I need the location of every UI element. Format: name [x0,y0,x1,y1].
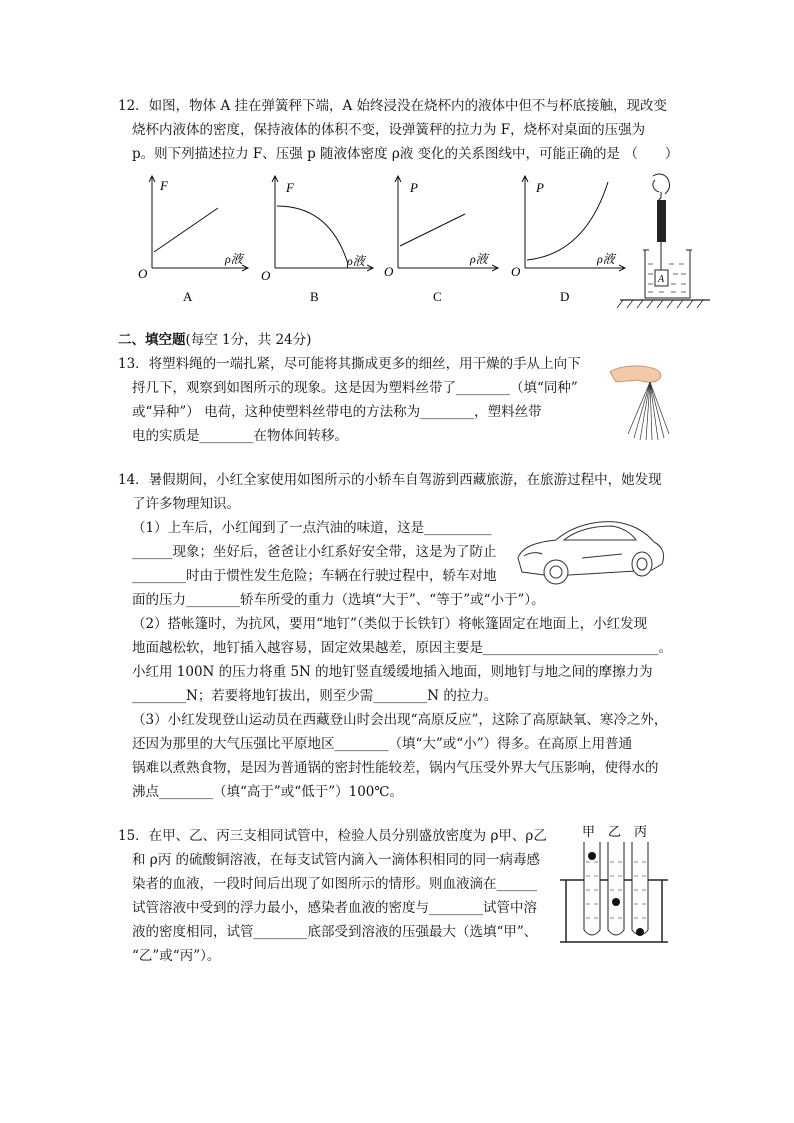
q14-line-12: 还因为那里的大气压强比平原地区________（填“大”或“小”）得多。在高原上用普通 [132,736,633,752]
graph-d-ylabel: P [536,180,544,195]
object-a-label: A [658,274,665,285]
q15-line-2: 和 ρ丙 的硫酸铜溶液，在每支试管内滴入一滴体积相同的同一病毒感 [132,852,541,868]
tube-label-bing: 丙 [634,824,648,839]
q14-line-2: 了许多物理知识。 [132,496,240,512]
graph-c [384,176,498,304]
plastic-strand-figure [608,358,672,442]
q14-line-6: 面的压力________轿车所受的重力（选填“大于”、“等于”或“小于”）。 [132,592,545,608]
q14-line-7: （2）搭帐篷时，为抗风，要用“地钉”（类似于长铁钉）将帐篷固定在地面上，小红发现 [132,616,648,632]
q14-line-9: 小红用 100N 的压力将重 5N 的地钉竖直缓缓地插入地面，则地钉与地之间的摩擦力为 [132,664,653,680]
hand-icon [610,366,661,382]
q14-line-14: 沸点________（填“高于”或“低于”）100℃。 [132,784,403,800]
car-figure [512,512,668,592]
tube-label-jia: 甲 [582,824,596,839]
graph-b-origin: O [261,268,271,283]
graph-a [138,176,248,304]
graph-c-curve [400,214,465,246]
q14-line-5: ________时由于惯性发生危险；车辆在行驶过程中，轿车对地 [132,568,497,584]
graph-b-ylabel: F [286,180,294,195]
q13-line-1: 13．将塑料绳的一端扎紧，尽可能将其撕成更多的细丝，用干燥的手从上向下 [118,356,581,372]
q14-line-8: 地面越松软，地钉插入越容易，固定效果越差，原因主要是__________________________。 [132,640,672,656]
graph-c-xlabel: ρ液 [470,252,488,266]
q12-line-1: 12．如图，物体 A 挂在弹簧秤下端，A 始终浸没在烧杯内的液体中但不与杯底接触，现改变 [118,98,668,114]
graph-c-origin: O [384,264,394,279]
section-2-note: (每空 1分，共 24分) [185,332,312,348]
graph-d-xlabel: ρ液 [597,252,615,266]
graph-a-xlabel: ρ液 [225,252,243,266]
q15-line-3: 染者的血液，一段时间后出现了如图所示的情形。则血液滴在______ [132,876,537,892]
spring-scale-icon [657,200,666,242]
graph-a-option: A [183,289,193,304]
blood-drop-jia [588,852,596,860]
graph-c-ylabel: P [410,180,418,195]
q15-line-4: 试管溶液中受到的浮力最小，感染者血液的密度与________试管中溶 [132,900,537,916]
q13-line-2: 捋几下，观察到如图所示的现象。这是因为塑料丝带了________（填“同种” [132,380,578,396]
section-2-title: 二、填空题 [118,332,186,348]
graph-a-origin: O [138,266,148,281]
tube-label-yi: 乙 [608,824,622,839]
graph-d-option: D [560,289,570,304]
q13-line-4: 电的实质是________在物体间转移。 [132,428,348,444]
test-tube-rack-figure [556,820,674,950]
q14-line-13: 锅难以煮熟食物，是因为普通锅的密封性能较差，锅内气压受外界大气压影响，使得水的 [132,760,659,776]
test-tube-bing [632,842,648,935]
graph-d [511,176,625,304]
blood-drop-yi [612,898,620,906]
q13-line-3: 或“异种”） 电荷，这种使塑料丝带电的方法称为________，塑料丝带 [132,404,542,420]
q15-line-6: “乙”或“丙”）。 [132,948,221,964]
q12-line-3: p。则下列描述拉力 F、压强 p 随液体密度 ρ液 变化的关系图线中，可能正确的是 （ ） [132,146,679,162]
q14-line-1: 14．暑假期间，小红全家使用如图所示的小轿车自驾游到西藏旅游，在旅游过程中，她发现 [118,472,662,488]
q12-graphs [130,168,630,308]
q12-line-2: 烧杯内液体的密度，保持液体的体积不变，设弹簧秤的拉力为 F，烧杯对桌面的压强为 [132,122,646,138]
graph-b-option: B [310,289,319,304]
graph-c-option: C [433,289,442,304]
hand-icon [653,174,670,194]
graph-b-curve [277,206,348,264]
q14-line-11: （3）小红发现登山运动员在西藏登山时会出现“高原反应”，这除了高原缺氧、寒冷之外， [132,712,668,728]
graph-a-ylabel: F [160,178,168,193]
graph-b-xlabel: ρ液 [347,254,365,268]
q15-line-5: 液的密度相同，试管________底部受到溶液的压强最大（选填“甲”、 [132,924,538,940]
q15-line-1: 15．在甲、乙、丙三支相同试管中，检验人员分别盛放密度为 ρ甲、ρ乙 [118,828,547,844]
section-2-header [118,330,311,350]
graph-d-origin: O [511,264,521,279]
q14-line-4: ______现象；坐好后，爸爸让小红系好安全带，这是为了防止 [132,544,497,560]
graph-a-curve [154,208,218,252]
graph-b [261,176,373,304]
test-tube-yi [608,842,624,935]
blood-drop-bing [636,928,644,936]
spring-scale-beaker-figure [615,170,715,315]
q14-line-3: （1）上车后，小红闻到了一点汽油的味道，这是__________ [132,520,492,536]
q14-line-10: ________N；若要将地钉拔出，则至少需________N 的拉力。 [132,688,498,704]
